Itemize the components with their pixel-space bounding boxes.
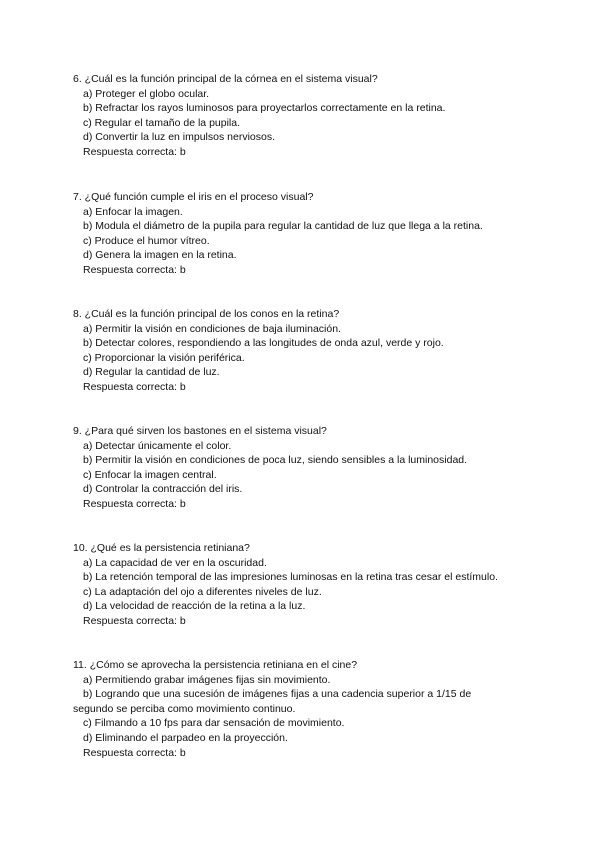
question-block	[73, 424, 543, 512]
option-b: b) Modula el diámetro de la pupila para regular la cantidad de luz que llega a la retina.	[83, 220, 483, 233]
option-b: b) Permitir la visión en condiciones de poca luz, siendo sensibles a la luminosidad.	[83, 454, 468, 467]
correct-answer: Respuesta correcta: b	[83, 497, 186, 510]
option-b: b) La retención temporal de las impresiones luminosas en la retina tras cesar el estímulo.	[83, 571, 498, 584]
option-c: c) Regular el tamaño de la pupila.	[83, 116, 241, 129]
option-d: d) Convertir la luz en impulsos nerviosos.	[83, 131, 275, 144]
option-d: d) Controlar la contracción del iris.	[83, 483, 243, 496]
question-text: 9. ¿Para qué sirven los bastones en el sistema visual?	[73, 425, 327, 437]
option-a: a) Permitiendo grabar imágenes fijas sin movimiento.	[83, 673, 331, 686]
correct-answer: Respuesta correcta: b	[83, 263, 186, 276]
option-c: c) La adaptación del ojo a diferentes niveles de luz.	[83, 585, 322, 598]
option-a: a) Permitir la visión en condiciones de baja iluminación.	[83, 322, 341, 335]
option-c: c) Filmando a 10 fps para dar sensación de movimiento.	[83, 717, 345, 730]
correct-answer: Respuesta correcta: b	[83, 380, 186, 393]
option-a: a) La capacidad de ver en la oscuridad.	[83, 556, 267, 569]
option-b: b) Refractar los rayos luminosos para proyectarlos correctamente en la retina.	[83, 102, 446, 115]
option-b: b) Logrando que una sucesión de imágenes fijas a una cadencia superior a 1/15 de	[83, 688, 472, 701]
option-c: c) Enfocar la imagen central.	[83, 468, 217, 481]
question-text: 6. ¿Cuál es la función principal de la córnea en el sistema visual?	[73, 73, 378, 85]
option-b: b) Detectar colores, respondiendo a las longitudes de onda azul, verde y rojo.	[83, 337, 444, 350]
question-text: 11. ¿Cómo se aprovecha la persistencia retiniana en el cine?	[73, 659, 358, 671]
option-b-continuation: segundo se perciba como movimiento continuo.	[73, 702, 296, 715]
question-text: 8. ¿Cuál es la función principal de los conos en la retina?	[73, 308, 340, 320]
option-d: d) La velocidad de reacción de la retina a la luz.	[83, 600, 306, 613]
correct-answer: Respuesta correcta: b	[83, 614, 186, 627]
question-block	[73, 307, 543, 395]
correct-answer: Respuesta correcta: b	[83, 746, 186, 759]
option-a: a) Enfocar la imagen.	[83, 205, 183, 218]
correct-answer: Respuesta correcta: b	[83, 145, 186, 158]
question-block	[73, 72, 543, 160]
option-d: d) Genera la imagen en la retina.	[83, 249, 237, 262]
question-text: 10. ¿Qué es la persistencia retiniana?	[73, 542, 250, 554]
question-text: 7. ¿Qué función cumple el iris en el proceso visual?	[73, 191, 314, 203]
option-a: a) Detectar únicamente el color.	[83, 439, 232, 452]
option-c: c) Produce el humor vítreo.	[83, 234, 210, 247]
question-block	[73, 190, 543, 278]
option-c: c) Proporcionar la visión periférica.	[83, 351, 245, 364]
question-block	[73, 658, 543, 760]
option-a: a) Proteger el globo ocular.	[83, 87, 210, 100]
question-block	[73, 541, 543, 629]
option-d: d) Regular la cantidad de luz.	[83, 366, 220, 379]
option-d: d) Eliminando el parpadeo en la proyección.	[83, 731, 288, 744]
